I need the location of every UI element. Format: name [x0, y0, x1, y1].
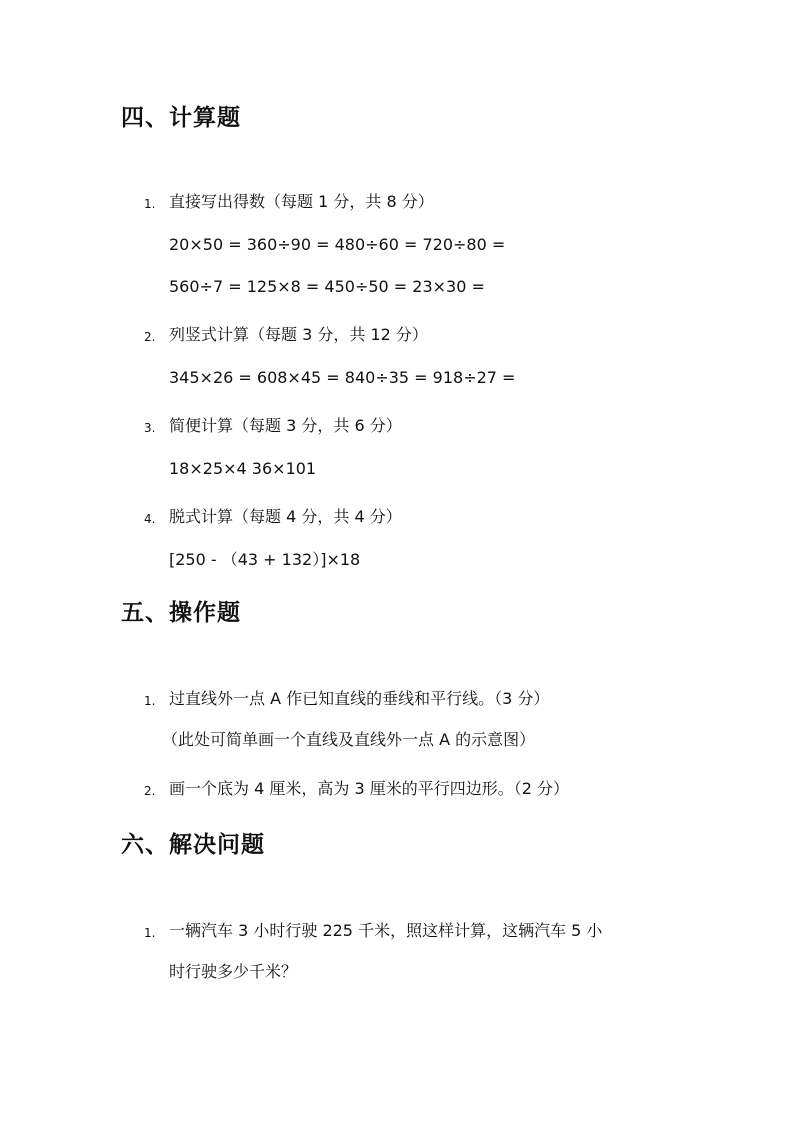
item-number: 1.	[144, 926, 156, 940]
equation-line: 18×25×4 36×101	[169, 459, 317, 478]
item-number: 2.	[144, 330, 156, 344]
equation-line: 20×50 = 360÷90 = 480÷60 = 720÷80 =	[169, 235, 506, 254]
equation-line: 345×26 = 608×45 = 840÷35 = 918÷27 =	[169, 368, 516, 387]
question-heading-car-distance: 一辆汽车 3 小时行驶 225 千米，照这样计算，这辆汽车 5 小	[169, 921, 603, 940]
section-title-calculation: 四、计算题	[121, 105, 241, 131]
item-number: 2.	[144, 784, 156, 798]
item-number: 1.	[144, 197, 156, 211]
question-heading-direct-answers: 直接写出得数（每题 1 分，共 8 分）	[169, 192, 434, 211]
item-number: 1.	[144, 694, 156, 708]
section-title-operation: 五、操作题	[121, 600, 241, 626]
item-number: 4.	[144, 512, 156, 526]
question-heading-step-calculation: 脱式计算（每题 4 分，共 4 分）	[169, 507, 402, 526]
equation-line: 560÷7 = 125×8 = 450÷50 = 23×30 =	[169, 277, 485, 296]
section-title-problem-solving: 六、解决问题	[121, 832, 265, 858]
question-note: （此处可简单画一个直线及直线外一点 A 的示意图）	[162, 730, 536, 749]
question-heading-parallelogram: 画一个底为 4 厘米，高为 3 厘米的平行四边形。（2 分）	[169, 779, 569, 798]
equation-line: [250 - （43 + 132）]×18	[169, 550, 361, 569]
question-heading-perpendicular-parallel: 过直线外一点 A 作已知直线的垂线和平行线。（3 分）	[169, 689, 550, 708]
question-heading-simplified-calculation: 简便计算（每题 3 分，共 6 分）	[169, 416, 402, 435]
question-continuation: 时行驶多少千米？	[169, 962, 298, 981]
question-heading-vertical-calculation: 列竖式计算（每题 3 分，共 12 分）	[169, 325, 428, 344]
item-number: 3.	[144, 421, 156, 435]
